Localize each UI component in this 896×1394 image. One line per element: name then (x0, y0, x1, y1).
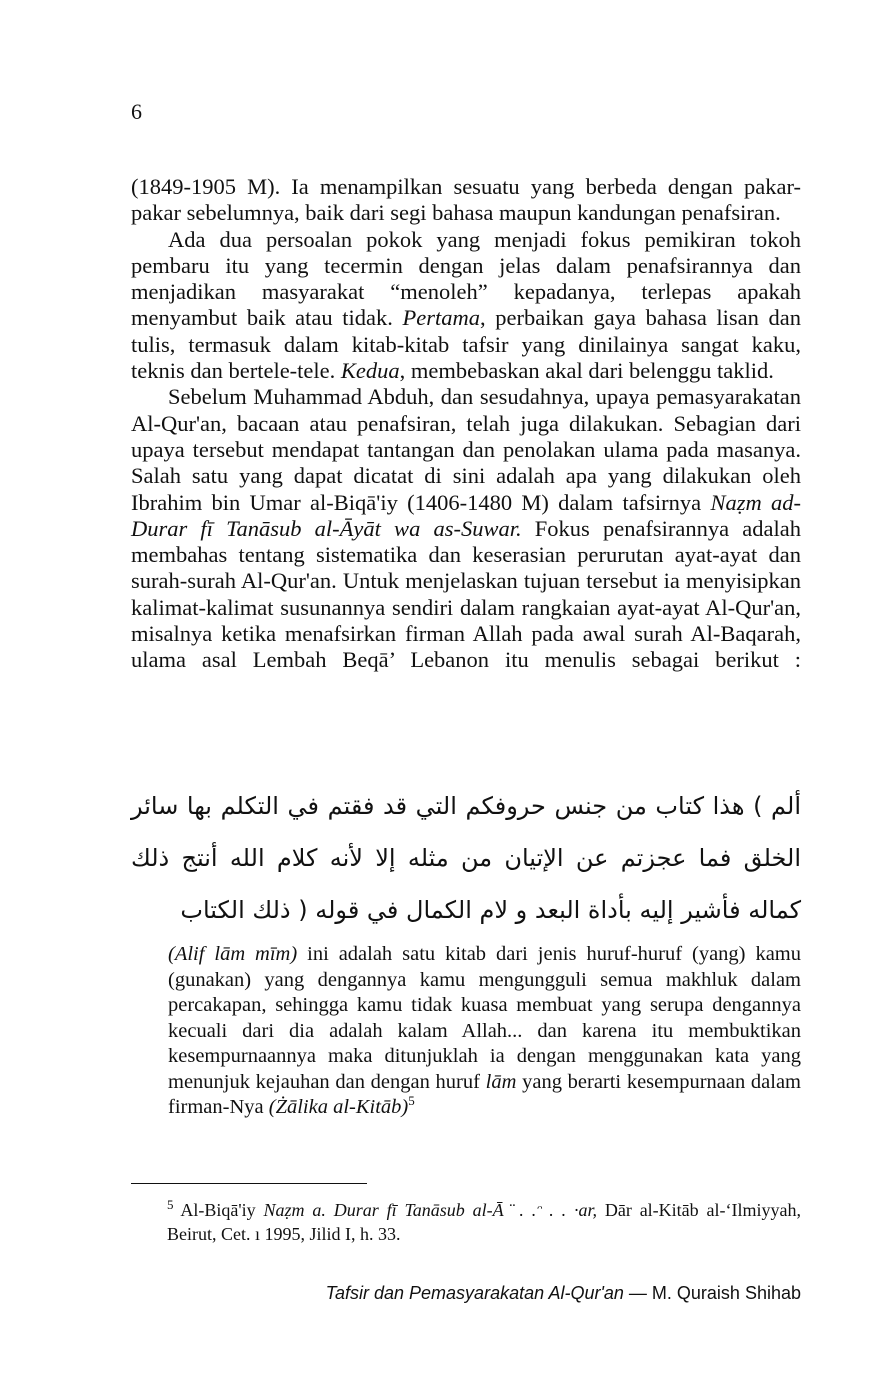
page-number: 6 (131, 99, 142, 124)
translation-emphasis-alif-lam-mim: (Alif lām mīm) (168, 943, 298, 965)
footer-separator: — (623, 1283, 652, 1303)
footnote-text-a: Al-Biqā'iy (173, 1200, 264, 1220)
paragraph-2-text-b: , perbaikan gaya bahasa lisan dan tulis, termasuk dalam kitab-kitab tafsir yang dinilainya sangat kaku, teknis dan bertele-tele. (131, 305, 802, 384)
footnote-text-b: Dār al-Kitāb al-‘Ilmiyyah, Beirut, Cet. ı 1995, Jilid I, h. 33. (167, 1200, 801, 1244)
footnote-mark: 5 (167, 1197, 174, 1212)
paragraph-1 (131, 174, 801, 227)
paragraph-3-book-title: Naẓm ad-Durar fī Tanāsub al-Āyāt wa as-Suwar. (131, 489, 801, 541)
arabic-quote (131, 780, 801, 936)
footnote-book-title: Naẓm a. Durar fī Tanāsub al-Ā ̈ . .ᵔ . . ·ar, (263, 1200, 597, 1220)
footnote-divider (131, 1183, 367, 1184)
body-text (131, 174, 801, 674)
paragraph-3-text-a: Sebelum Muhammad Abduh, dan sesudahnya, upaya pemasyarakatan Al-Qur'an, bacaan atau penafsiran, telah juga dilakukan. Sebagian dari upaya tersebut mendapat tantangan dan penolakan ulama pada masanya. Salah satu yang dapat dicatat di sini adalah apa yang dilakukan oleh Ibrahim bin Umar al-Biqā'iy (1406-1480 M) dalam tafsirnya (131, 384, 801, 515)
running-footer (326, 1282, 801, 1304)
translation-paragraph (168, 942, 801, 1121)
translation-emphasis-lam: lām (485, 1070, 517, 1093)
translation-emphasis-zalika: (Żālika al-Kitāb) (268, 1096, 409, 1118)
paragraph-2 (131, 227, 801, 385)
footer-author: M. Quraish Shihab (651, 1283, 801, 1303)
paragraph-2-text-a: Ada dua persoalan pokok yang menjadi fokus pemikiran tokoh pembaru itu yang tecermin dengan jelas dalam penafsirannya dan menjadikan masyarakat “menoleh” kepadanya, terlepas apakah menyambut baik atau tidak. (131, 226, 801, 331)
footer-book-title: Tafsir dan Pemasyarakatan Al-Qur'an (325, 1283, 624, 1303)
paragraph-3-text-b: Fokus penafsirannya adalah membahas tentang sistematika dan keserasian perurutan ayat-ayat dan surah-surah Al-Qur'an. Untuk menjelaskan tujuan tersebut ia menyisipkan kalimat-kalimat susunannya sendiri dalam rangkaian ayat-ayat Al-Qur'an, misalnya ketika menafsirkan firman Allah pada awal surah Al-Baqarah, ulama asal Lembah Beqā’ Lebanon itu menulis sebagai berikut : (131, 515, 802, 673)
footnote (131, 1198, 801, 1246)
footnote-reference[interactable]: 5 (408, 1093, 415, 1109)
translation-text-a: ini adalah satu kitab dari jenis huruf-huruf (yang) kamu (gunakan) yang dengannya kamu mengungguli semua makhluk dalam percakapan, sehingga kamu tidak kuasa membuat yang serupa dengannya kecuali dari dia adalah kalam Allah... dan karena itu membuktikan kesempurnaannya maka ditunjuklah ia dengan menggunakan kata yang menunjuk kejauhan dan dengan huruf (168, 943, 801, 1093)
paragraph-2-emphasis-kedua: Kedua (340, 358, 400, 384)
paragraph-1-text: (1849-1905 M). Ia menampilkan sesuatu yang berbeda dengan pakar-pakar sebelumnya, baik dari segi bahasa maupun kandungan penafsiran. (131, 174, 801, 226)
paragraph-3 (131, 384, 801, 673)
footnote-text (131, 1198, 801, 1246)
translation-text-b: yang berarti kesempurnaan dalam firman-Nya (168, 1070, 802, 1118)
translation-block (168, 942, 801, 1121)
paragraph-2-text-c: , membebaskan akal dari belenggu taklid. (399, 358, 774, 384)
arabic-quote-text: ألم ) هذا كتاب من جنس حروفكم التي قد فقتم في التكلم بها سائر الخلق فما عجزتم عن الإتيان من مثله إلا لأنه كلام الله أنتج ذلك كماله فأشير إليه بأداة البعد و لام الكمال في قوله ( ذلك الكتاب (131, 792, 801, 924)
paragraph-2-emphasis-pertama: Pertama (402, 305, 480, 331)
